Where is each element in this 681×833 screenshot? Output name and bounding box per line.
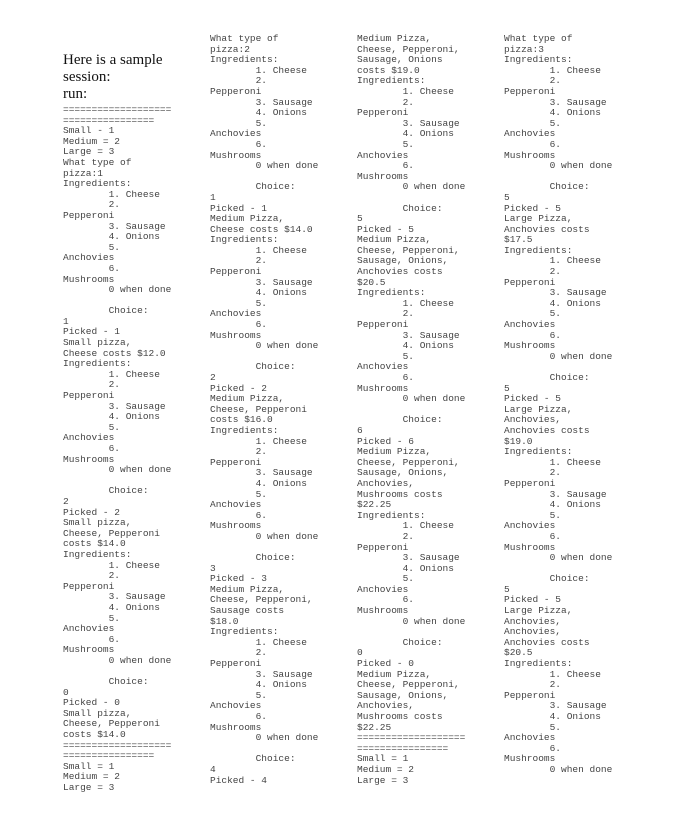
column-3 xyxy=(357,34,497,786)
session-output-part-4: What type of pizza:3 Ingredients: 1. Cheese 2. Pepperoni 3. Sausage 4. Onions 5. Anchovies 6. Mushrooms 0 when done Choice: 5 Picked - 5 Large Pizza, Anchovies costs $17.5 Ingredients: 1. Cheese 2. Pepperoni 3. Sausage 4. Onions 5. Anchovies 6. Mushrooms 0 when done Choice: 5 Picked - 5 Large Pizza, Anchovies, Anchovies costs $19.0 Ingredients: 1. Cheese 2. Pepperoni 3. Sausage 4. Onions 5. Anchovies 6. Mushrooms 0 when done Choice: 5 Picked - 5 Large Pizza, Anchovies, Anchovies, Anchovies costs $20.5 Ingredients: 1. Cheese 2. Pepperoni 3. Sausage 4. Onions 5. Anchovies 6. Mushrooms 0 when done xyxy=(504,33,613,775)
section-heading: Here is a sample session: run: xyxy=(63,52,163,102)
column-1 xyxy=(63,52,203,794)
session-output-part-2: What type of pizza:2 Ingredients: 1. Cheese 2. Pepperoni 3. Sausage 4. Onions 5. Anchovies 6. Mushrooms 0 when done Choice: 1 Picked - 1 Medium Pizza, Cheese costs $14.0 Ingredients: 1. Cheese 2. Pepperoni 3. Sausage 4. Onions 5. Anchovies 6. Mushrooms 0 when done Choice: 2 Picked - 2 Medium Pizza, Cheese, Pepperoni costs $16.0 Ingredients: 1. Cheese 2. Pepperoni 3. Sausage 4. Onions 5. Anchovies 6. Mushrooms 0 when done Choice: 3 Picked - 3 Medium Pizza, Cheese, Pepperoni, Sausage costs $18.0 Ingredients: 1. Cheese 2. Pepperoni 3. Sausage 4. Onions 5. Anchovies 6. Mushrooms 0 when done Choice: 4 Picked - 4 xyxy=(210,33,319,786)
column-2 xyxy=(210,34,350,786)
column-4 xyxy=(504,34,644,776)
session-output-part-3: Medium Pizza, Cheese, Pepperoni, Sausage, Onions costs $19.0 Ingredients: 1. Cheese 2. Pepperoni 3. Sausage 4. Onions 5. Anchovies 6. Mushrooms 0 when done Choice: 5 Picked - 5 Medium Pizza, Cheese, Pepperoni, Sausage, Onions, Anchovies costs $20.5 Ingredients: 1. Cheese 2. Pepperoni 3. Sausage 4. Onions 5. Anchovies 6. Mushrooms 0 when done Choice: 6 Picked - 6 Medium Pizza, Cheese, Pepperoni, Sausage, Onions, Anchovies, Mushrooms costs $22.25 Ingredients: 1. Cheese 2. Pepperoni 3. Sausage 4. Onions 5. Anchovies 6. Mushrooms 0 when done Choice: 0 Picked - 0 Medium Pizza, Cheese, Pepperoni, Sausage, Onions, Anchovies, Mushrooms costs $22.25 =================== ================ Small = 1 Medium = 2 Large = 3 xyxy=(357,33,466,786)
session-output-part-1: =================== ================ Small - 1 Medium = 2 Large = 3 What type of pizza:1 Ingredients: 1. Cheese 2. Pepperoni 3. Sausage 4. Onions 5. Anchovies 6. Mushrooms 0 when done Choice: 1 Picked - 1 Small pizza, Cheese costs $12.0 Ingredients: 1. Cheese 2. Pepperoni 3. Sausage 4. Onions 5. Anchovies 6. Mushrooms 0 when done Choice: 2 Picked - 2 Small pizza, Cheese, Pepperoni costs $14.0 Ingredients: 1. Cheese 2. Pepperoni 3. Sausage 4. Onions 5. Anchovies 6. Mushrooms 0 when done Choice: 0 Picked - 0 Small pizza, Cheese, Pepperoni costs $14.0 =================== ================ Small = 1 Medium = 2 Large = 3 xyxy=(63,104,172,793)
